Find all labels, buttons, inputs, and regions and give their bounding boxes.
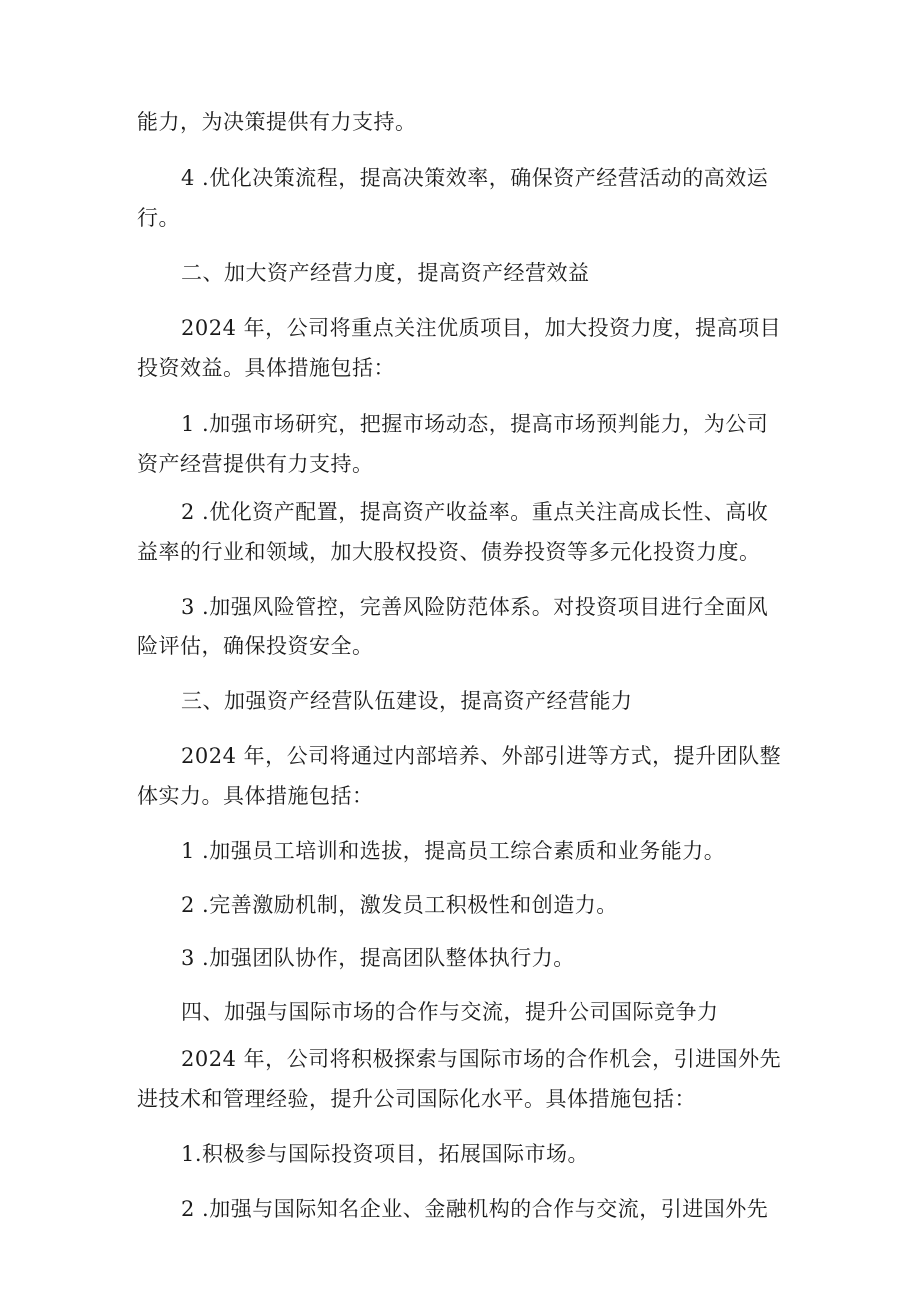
- list-item: 1 .加强员工培训和选拔，提高员工综合素质和业务能力。: [181, 839, 726, 863]
- text-line: 投资效益。具体措施包括：: [137, 356, 395, 380]
- section-heading-3: 三、加强资产经营队伍建设，提高资产经营能力: [181, 689, 633, 713]
- paragraph-intro: 2024 年，公司将重点关注优质项目，加大投资力度，提高项目: [181, 316, 782, 340]
- list-item-4-decision-process: 4 .优化决策流程，提高决策效率，确保资产经营活动的高效运: [181, 166, 769, 190]
- list-item: 2 .加强与国际知名企业、金融机构的合作与交流，引进国外先: [181, 1197, 769, 1221]
- list-item: 3 .加强风险管控，完善风险防范体系。对投资项目进行全面风: [181, 595, 769, 619]
- text-line: 进技术和管理经验，提升公司国际化水平。具体措施包括：: [137, 1087, 696, 1111]
- text-line: 体实力。具体措施包括：: [137, 784, 374, 808]
- text-line: 行。: [137, 206, 180, 230]
- section-heading-2: 二、加大资产经营力度，提高资产经营效益: [181, 261, 590, 285]
- paragraph-intro: 2024 年，公司将积极探索与国际市场的合作机会，引进国外先: [181, 1047, 782, 1071]
- list-item: 1 .加强市场研究，把握市场动态，提高市场预判能力，为公司: [181, 412, 769, 436]
- text-line: 资产经营提供有力支持。: [137, 452, 374, 476]
- section-heading-4: 四、加强与国际市场的合作与交流，提升公司国际竞争力: [181, 1000, 719, 1024]
- list-item: 2 .完善激励机制，激发员工积极性和创造力。: [181, 893, 618, 917]
- list-item: 1.积极参与国际投资项目，拓展国际市场。: [181, 1142, 590, 1166]
- list-item: 3 .加强团队协作，提高团队整体执行力。: [181, 946, 575, 970]
- text-line: 能力，为决策提供有力支持。: [137, 110, 417, 134]
- paragraph-intro: 2024 年，公司将通过内部培养、外部引进等方式，提升团队整: [181, 744, 782, 768]
- list-item: 2 .优化资产配置，提高资产收益率。重点关注高成长性、高收: [181, 500, 769, 524]
- text-line: 险评估，确保投资安全。: [137, 634, 374, 658]
- text-line: 益率的行业和领域，加大股权投资、债券投资等多元化投资力度。: [137, 540, 761, 564]
